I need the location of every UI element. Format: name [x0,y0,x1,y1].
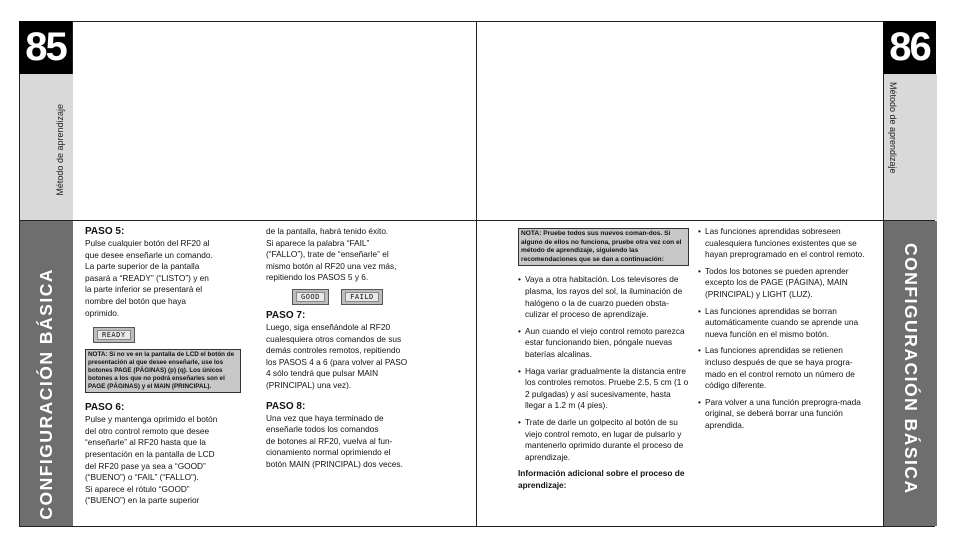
page-spread-divider [476,21,477,527]
paso5-line: pasará a “READY” (“LISTO”) y en [85,272,209,283]
paso7-title: PASO 7: [266,309,306,321]
note-box-lcd: NOTA: Si no ve en la pantalla de LCD el botón de presentación al que desee enseñarle, use los botones PAGE (PÁGINAS) (p) (q). Los únicos botones a los que no podrá enseñarles son el PAGE (PÁGINAS) y el MAIN (PRINCIPAL). [85,349,241,393]
lcd-ready-text: READY [97,330,131,340]
list-item: • Aun cuando el viejo control remoto parezca estar funcionando bien, póngale nuevas baterías alcalinas. [518,326,689,361]
troubleshoot-list [518,274,689,463]
paso7-line: Luego, siga enseñándole al RF20 [266,321,391,332]
right-section-label: Método de aprendizaje [888,82,898,174]
learned-functions-list [698,226,870,432]
list-item: • Vaya a otra habitación. Los televisores de plasma, los rayos del sol, la iluminación de halógeno o la de cuarzo pueden obsta-culizar el proceso de aprendizaje. [518,274,689,320]
paso6-line: “enseñarle” al RF20 hasta que la [85,437,206,448]
list-item: • Las funciones aprendidas sobreseen cualesquiera funciones existentes que se hayan preprogramado en el control remoto. [698,226,870,261]
paso8-line: Una vez que haya terminado de [266,412,384,423]
lcd-fail-display [341,289,383,305]
right-category-tab [884,221,937,526]
lcd-good-display [292,289,329,305]
column-4 [698,226,870,437]
paso8-line: botón MAIN (PRINCIPAL) dos veces. [266,458,403,469]
left-category-label: CONFIGURACIÓN BÁSICA [36,268,56,520]
paso6-line: del RF20 pase ya sea a “GOOD” [85,460,206,471]
column-1 [85,226,245,507]
paso6-line: presentación en la pantalla de LCD [85,448,215,459]
paso6-line: del otro control remoto que desee [85,425,210,436]
list-item: • Para volver a una función preprogra-mada original, se deberá borrar una función aprendida. [698,397,870,432]
note-box-test: NOTA: Pruebe todos sus nuevos coman-dos. Si alguno de ellos no funciona, pruebe otra vez con el método de aprendizaje, siguiendo las recomendaciones que se dan a continuación: [518,228,689,266]
paso6-line: (“BUENO”) o “FAIL” (“FALLO”). [85,472,199,483]
paso6-line: Si aparece el rótulo “GOOD” [85,483,190,494]
page-number-left: 85 [19,21,72,74]
paso5-line: que desee enseñarle un comando. [85,249,213,260]
list-item: • Las funciones aprendidas se retienen incluso después de que se haya progra-mado en el control remoto un número de código diferente. [698,345,870,391]
paso6-title: PASO 6: [85,402,125,414]
list-item: • Todos los botones se pueden aprender excepto los de PAGE (PÁGINA), MAIN (PRINCIPAL) y LIGHT (LUZ). [698,266,870,301]
paso7-line: cualesquiera otros comandos de sus [266,333,402,344]
page-number-right: 86 [883,21,936,74]
paso5-line: nombre del botón que haya [85,295,187,306]
paso5-line: Pulse cualquier botón del RF20 al [85,238,210,248]
paso7-line: demás controles remotos, repitiendo [266,345,401,356]
right-category-label: CONFIGURACIÓN BÁSICA [901,243,921,495]
lcd-ready-display [93,327,135,343]
list-item: • Trate de darle un golpecito al botón de su viejo control remoto, en lugar de pulsarlo y mantenerlo oprimido durante el proceso de aprendizaje. [518,417,689,463]
paso6-line: Pulse y mantenga oprimido el botón [85,414,218,425]
intro-line: repitiendo los PASOS 5 y 6. [266,272,369,283]
right-section-tab [884,74,937,220]
column-2 [266,226,426,471]
additional-info-heading: Información adicional sobre el proceso de aprendizaje: [518,468,685,490]
paso8-line: de botones al RF20, vuelva al fun- [266,435,393,446]
left-category-tab [20,221,73,526]
paso5-title: PASO 5: [85,226,125,237]
intro-line: de la pantalla, habrá tenido éxito. [266,226,389,236]
list-item: • Haga variar gradualmente la distancia entre los controles remotos. Pruebe 2.5, 5 cm (1 o 2 pulgadas) y así sucesivamente, hasta llegar a 1.2 m (4 pies). [518,366,689,412]
paso5-line: oprimido. [85,307,120,318]
paso5-line: La parte superior de la pantalla [85,261,200,272]
left-section-label: Método de aprendizaje [55,104,65,196]
paso8-title: PASO 8: [266,400,306,412]
paso8-line: cionamiento normal oprimiendo el [266,447,391,458]
paso7-line: los PASOS 4 a 6 (para volver al PASO [266,356,408,367]
left-section-tab [20,74,73,220]
lcd-good-text: GOOD [296,292,325,302]
paso8-line: enseñarle todos los comandos [266,424,379,435]
paso7-line: 4 sólo tendrá que pulsar MAIN [266,368,379,379]
paso7-line: (PRINCIPAL) una vez). [266,379,352,390]
lcd-fail-text: FAILD [345,292,379,302]
intro-line: (“FALLO”), trate de “enseñarle” el [266,249,389,260]
column-3 [518,228,689,491]
content-top-divider [19,220,935,221]
paso6-line: (“BUENO”) en la parte superior [85,495,200,506]
paso5-line: la parte inferior se presentará el [85,284,203,295]
intro-line: Si aparece la palabra “FAIL” [266,237,370,248]
intro-line: mismo botón al RF20 una vez más, [266,260,397,271]
list-item: • Las funciones aprendidas se borran automáticamente cuando se aprende una nueva función en el mismo botón. [698,306,870,341]
